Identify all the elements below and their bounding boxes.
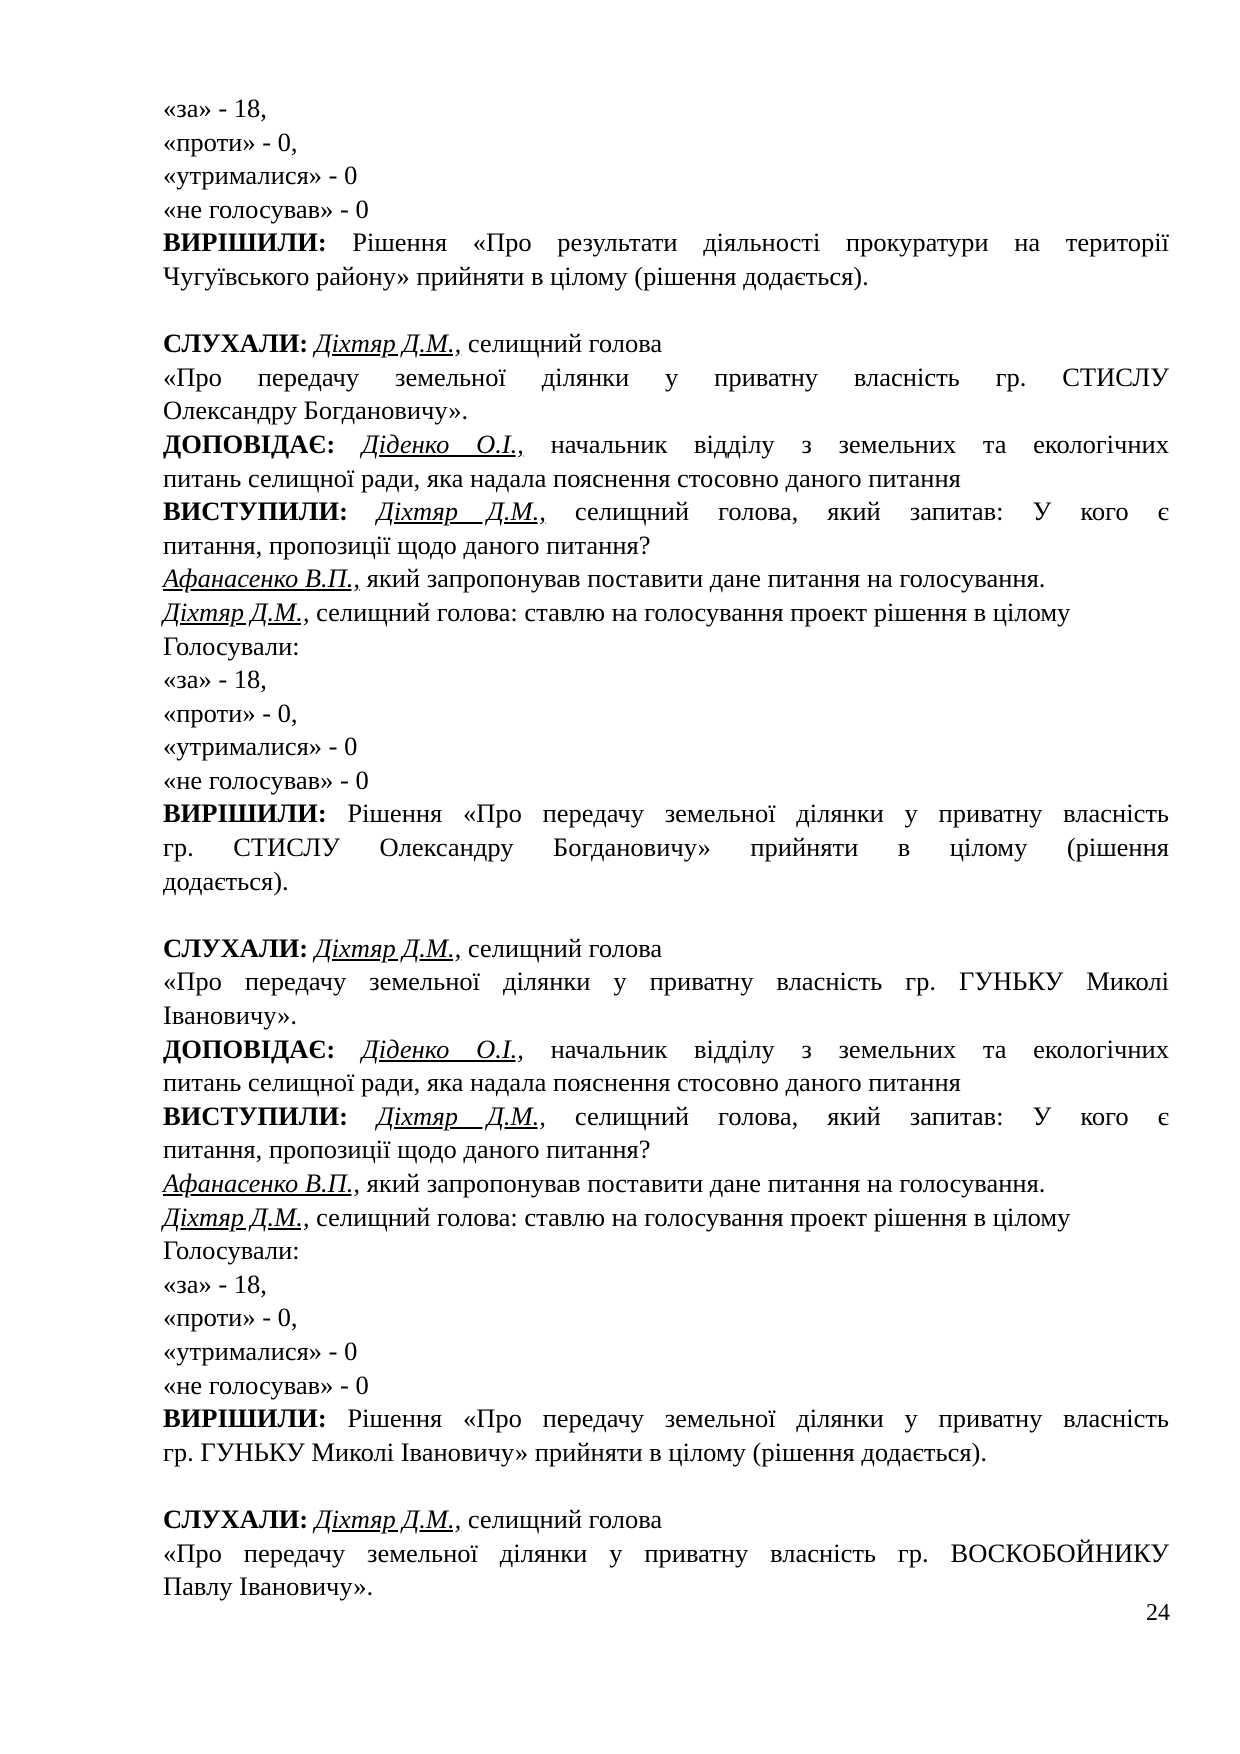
heard-line xyxy=(163,932,1169,966)
spoke-label: ВИСТУПИЛИ: xyxy=(163,1100,348,1131)
vote-not-voted: «не голосував» - 0 xyxy=(163,1369,369,1400)
speaker-name: Діхтяр Д.М., xyxy=(314,328,462,359)
chair-line xyxy=(163,596,1169,630)
reporter-line-2: питань селищної ради, яка надала пояснення стосовно даного питання xyxy=(163,462,961,493)
vote-not-voted: «не голосував» - 0 xyxy=(163,193,369,224)
section-spacer xyxy=(163,898,1169,932)
proposer-name: Афанасенко В.П., xyxy=(163,1168,361,1198)
spoke-line-1 xyxy=(163,495,1169,529)
reporter-name: Діденко О.І., xyxy=(361,428,524,459)
speaker-name: Діхтяр Д.М., xyxy=(314,1503,462,1534)
proposal-text: який запропонував поставити дане питання на голосування. xyxy=(360,563,1046,594)
chair-text: селищний голова: ставлю на голосування проект рішення в цілому xyxy=(309,1201,1071,1232)
spoke-name: Діхтяр Д.М., xyxy=(377,1100,546,1131)
speaker-role: селищний голова xyxy=(461,328,663,359)
vote-for: «за» - 18, xyxy=(163,93,267,123)
chair-text: селищний голова: ставлю на голосування проект рішення в цілому xyxy=(309,596,1071,627)
decision-line-2: Чугуївського району» прийняти в цілому (рішення додається). xyxy=(163,260,869,291)
chair-name: Діхтяр Д.М., xyxy=(163,1201,310,1232)
heard-label: СЛУХАЛИ: xyxy=(163,932,309,963)
proposer-name: Афанасенко В.П., xyxy=(163,563,361,594)
spoke-line-2: питання, пропозиції щодо даного питання? xyxy=(163,529,651,560)
section-spacer xyxy=(163,294,1169,328)
spoke-name: Діхтяр Д.М., xyxy=(377,496,546,527)
decision-text: Рішення «Про передачу земельної ділянки у приватну власність xyxy=(326,1403,1169,1434)
vote-not-voted: «не голосував» - 0 xyxy=(163,764,369,795)
decision-text: Рішення «Про результати діяльності прокуратури на території xyxy=(326,227,1169,258)
proposal-line xyxy=(163,562,1169,596)
reporter-line-1 xyxy=(163,1033,1169,1067)
section-item-voskoboinyku xyxy=(163,1503,1169,1604)
vote-against: «проти» - 0, xyxy=(163,697,298,728)
decision-line-2: гр. ГУНЬКУ Миколі Івановичу» прийняти в цілому (рішення додається). xyxy=(163,1436,987,1467)
vote-abstained: «утрималися» - 0 xyxy=(163,731,358,762)
vote-against: «проти» - 0, xyxy=(163,1302,298,1333)
chair-line xyxy=(163,1201,1169,1235)
voted-label: Голосували: xyxy=(163,630,300,661)
section-item-gunku xyxy=(163,932,1169,1470)
section-item-styslu xyxy=(163,327,1169,898)
heard-label: СЛУХАЛИ: xyxy=(163,1503,309,1534)
reporter-role: начальник відділу з земельних та екологічних xyxy=(523,1033,1169,1064)
spoke-label: ВИСТУПИЛИ: xyxy=(163,496,348,527)
topic-line-2: Івановичу». xyxy=(163,1000,297,1031)
decision-label: ВИРІШИЛИ: xyxy=(163,227,327,258)
decision-line-1 xyxy=(163,1402,1169,1436)
decision-line-3: додається). xyxy=(163,865,289,896)
reporter-label: ДОПОВІДАЄ: xyxy=(163,1033,336,1064)
speaker-name: Діхтяр Д.М., xyxy=(314,932,462,963)
proposal-text: який запропонував поставити дане питання на голосування. xyxy=(360,1168,1046,1198)
reporter-label: ДОПОВІДАЄ: xyxy=(163,428,336,459)
heard-line xyxy=(163,1503,1169,1537)
heard-line xyxy=(163,327,1169,361)
vote-against: «проти» - 0, xyxy=(163,126,298,157)
vote-abstained: «утрималися» - 0 xyxy=(163,1335,358,1366)
chair-name: Діхтяр Д.М., xyxy=(163,596,310,627)
speaker-role: селищний голова xyxy=(461,932,663,963)
section-previous-item xyxy=(163,92,1169,294)
decision-label: ВИРІШИЛИ: xyxy=(163,798,327,829)
topic-line-2: Олександру Богдановичу». xyxy=(163,395,469,426)
page-number: 24 xyxy=(1146,1600,1170,1626)
reporter-name: Діденко О.І., xyxy=(361,1033,524,1064)
decision-label: ВИРІШИЛИ: xyxy=(163,1403,327,1434)
reporter-line-2: питань селищної ради, яка надала пояснення стосовно даного питання xyxy=(163,1067,961,1098)
spoke-text: селищний голова, який запитав: У кого є xyxy=(545,1100,1169,1131)
voted-label: Голосували: xyxy=(163,1235,300,1266)
section-spacer xyxy=(163,1469,1169,1503)
proposal-line xyxy=(163,1167,1169,1201)
spoke-text: селищний голова, який запитав: У кого є xyxy=(545,496,1169,527)
vote-abstained: «утрималися» - 0 xyxy=(163,160,358,191)
reporter-line-1 xyxy=(163,428,1169,462)
topic-line-2: Павлу Івановичу». xyxy=(163,1571,374,1602)
decision-line-1 xyxy=(163,226,1169,260)
spoke-line-2: питання, пропозиції щодо даного питання? xyxy=(163,1134,651,1165)
decision-text: Рішення «Про передачу земельної ділянки у приватну власність xyxy=(326,798,1169,829)
document-page xyxy=(163,92,1169,1604)
reporter-role: начальник відділу з земельних та екологічних xyxy=(523,428,1169,459)
topic-line-1: «Про передачу земельної ділянки у приватну власність гр. СТИСЛУ xyxy=(163,361,1169,392)
heard-label: СЛУХАЛИ: xyxy=(163,328,309,359)
speaker-role: селищний голова xyxy=(461,1503,663,1534)
decision-line-2: гр. СТИСЛУ Олександру Богдановичу» прийняти в цілому (рішення xyxy=(163,832,1169,863)
topic-line-1: «Про передачу земельної ділянки у приватну власність гр. ВОСКОБОЙНИКУ xyxy=(163,1537,1169,1568)
topic-line-1: «Про передачу земельної ділянки у приватну власність гр. ГУНЬКУ Миколі xyxy=(163,966,1169,997)
spoke-line-1 xyxy=(163,1100,1169,1134)
decision-line-1 xyxy=(163,797,1169,831)
vote-for: «за» - 18, xyxy=(163,664,267,695)
vote-for: «за» - 18, xyxy=(163,1268,267,1299)
